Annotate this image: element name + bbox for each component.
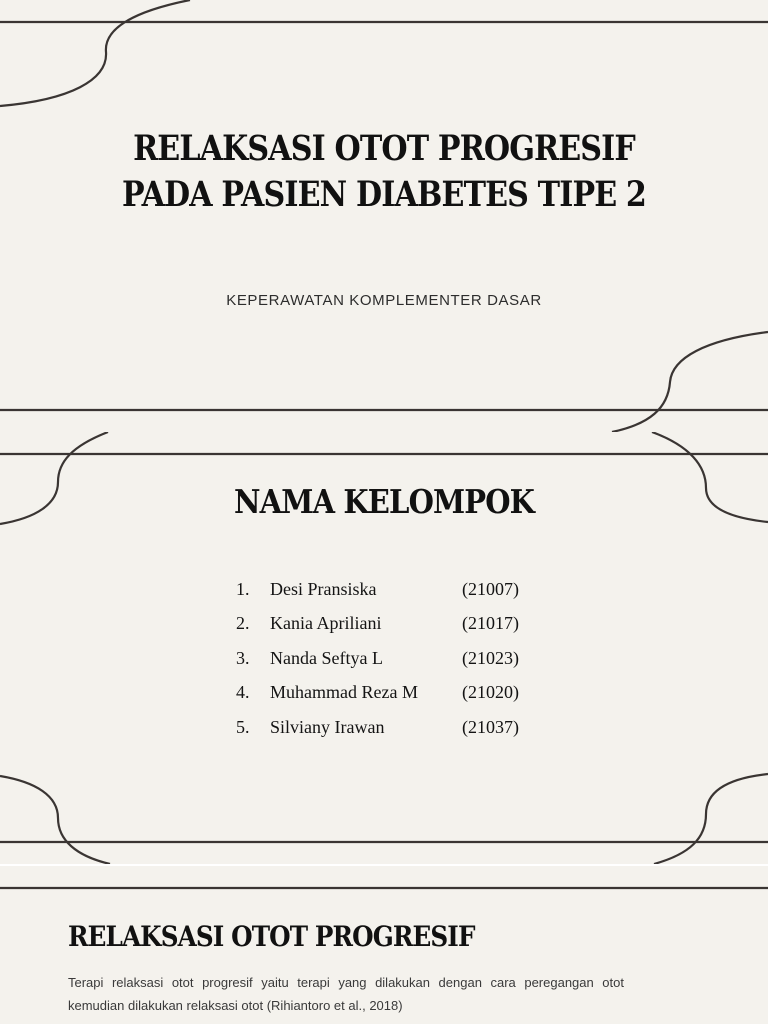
member-number: 1. bbox=[236, 578, 250, 599]
list-item bbox=[236, 641, 542, 676]
member-name: Desi Pransiska bbox=[270, 578, 377, 599]
presentation-subtitle: KEPERAWATAN KOMPLEMENTER DASAR bbox=[226, 292, 542, 309]
list-item bbox=[236, 572, 542, 607]
member-name: Silviany Irawan bbox=[270, 716, 385, 737]
member-name: Nanda Seftya L bbox=[270, 647, 383, 668]
member-id: (21007) bbox=[462, 578, 519, 599]
member-list bbox=[236, 572, 542, 745]
list-item bbox=[236, 710, 542, 745]
member-id: (21017) bbox=[462, 613, 519, 634]
member-name: Kania Apriliani bbox=[270, 613, 382, 634]
member-id: (21020) bbox=[462, 682, 519, 703]
bottom-right-arc bbox=[612, 332, 768, 432]
member-id: (21023) bbox=[462, 647, 519, 668]
list-item bbox=[236, 676, 542, 711]
bottom-left-arc bbox=[0, 776, 110, 864]
title-line-2: PADA PASIEN DIABETES TIPE 2 bbox=[121, 174, 647, 215]
member-id: (21037) bbox=[462, 716, 519, 737]
member-number: 2. bbox=[236, 613, 250, 634]
definition-text: Terapi relaksasi otot progresif yaitu terapi yang dilakukan dengan cara peregangan otot kemudian dilakukan relaksasi otot (Rihiantoro et al., 2018) bbox=[68, 975, 624, 1013]
section-title: RELAKSASI OTOT PROGRESIF bbox=[68, 920, 475, 953]
list-item bbox=[236, 607, 542, 642]
definition-slide bbox=[0, 866, 768, 1024]
group-title: NAMA KELOMPOK bbox=[233, 482, 535, 521]
presentation-title bbox=[54, 126, 714, 218]
title-line-1: RELAKSASI OTOT PROGRESIF bbox=[133, 128, 635, 169]
member-number: 3. bbox=[236, 647, 250, 668]
group-members-slide bbox=[0, 432, 768, 864]
title-slide bbox=[0, 0, 768, 432]
bottom-right-arc bbox=[654, 774, 768, 864]
member-name: Muhammad Reza M bbox=[270, 682, 418, 703]
member-number: 4. bbox=[236, 682, 250, 703]
top-left-arc bbox=[0, 0, 190, 106]
member-number: 5. bbox=[236, 716, 250, 737]
